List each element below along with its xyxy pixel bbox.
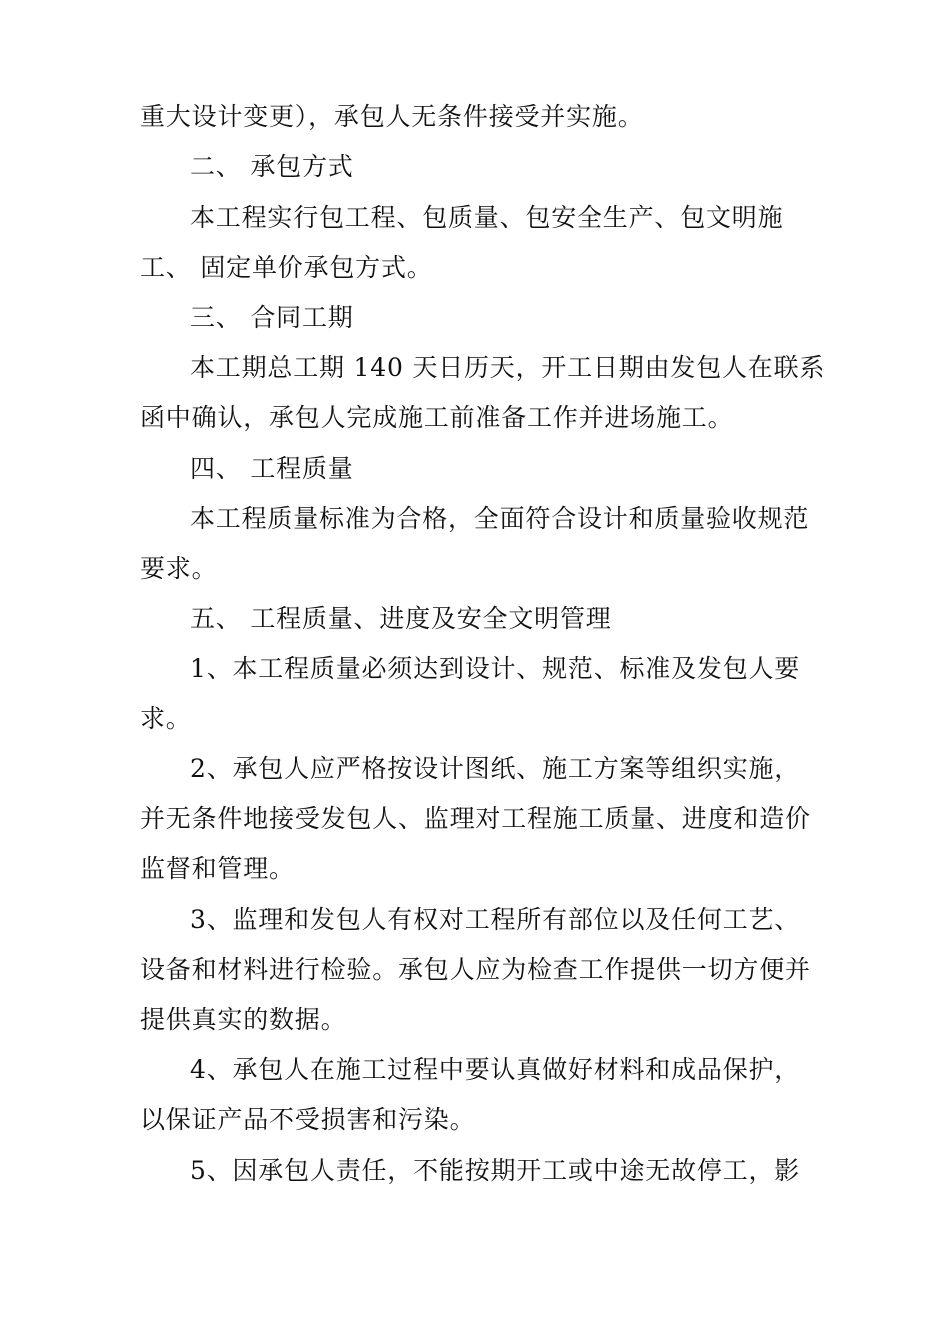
section-heading-management: 五、 工程质量、进度及安全文明管理 bbox=[190, 604, 612, 633]
text-line: 设备和材料进行检验。承包人应为检查工作提供一切方便并 bbox=[140, 955, 811, 984]
text-line: 提供真实的数据。 bbox=[140, 1005, 347, 1034]
text-line: 函中确认，承包人完成施工前准备工作并进场施工。 bbox=[140, 403, 734, 432]
section-heading-contract-method: 二、 承包方式 bbox=[190, 152, 354, 181]
text-line: 求。 bbox=[140, 704, 192, 733]
text-line: 工、 固定单价承包方式。 bbox=[140, 253, 433, 282]
text-line: 1、本工程质量必须达到设计、规范、标准及发包人要 bbox=[190, 654, 801, 683]
text-line: 本工程实行包工程、包质量、包安全生产、包文明施 bbox=[190, 203, 784, 232]
text-line: 3、监理和发包人有权对工程所有部位以及任何工艺、 bbox=[190, 905, 801, 934]
text-line: 以保证产品不受损害和污染。 bbox=[140, 1105, 476, 1134]
section-heading-contract-period: 三、 合同工期 bbox=[190, 303, 354, 332]
text-line: 并无条件地接受发包人、监理对工程施工质量、进度和造价 bbox=[140, 804, 811, 833]
text-line: 重大设计变更），承包人无条件接受并实施。 bbox=[140, 102, 644, 131]
text-line: 监督和管理。 bbox=[140, 854, 295, 883]
text-line: 本工程质量标准为合格，全面符合设计和质量验收规范 bbox=[190, 504, 810, 533]
text-line: 5、因承包人责任，不能按期开工或中途无故停工，影 bbox=[190, 1156, 801, 1185]
section-heading-quality: 四、 工程质量 bbox=[190, 454, 354, 483]
text-line: 本工期总工期 140 天日历天，开工日期由发包人在联系 bbox=[190, 353, 826, 382]
text-line: 4、承包人在施工过程中要认真做好材料和成品保护， bbox=[190, 1055, 801, 1084]
text-line: 2、承包人应严格按设计图纸、施工方案等组织实施， bbox=[190, 754, 801, 783]
text-line: 要求。 bbox=[140, 554, 218, 583]
